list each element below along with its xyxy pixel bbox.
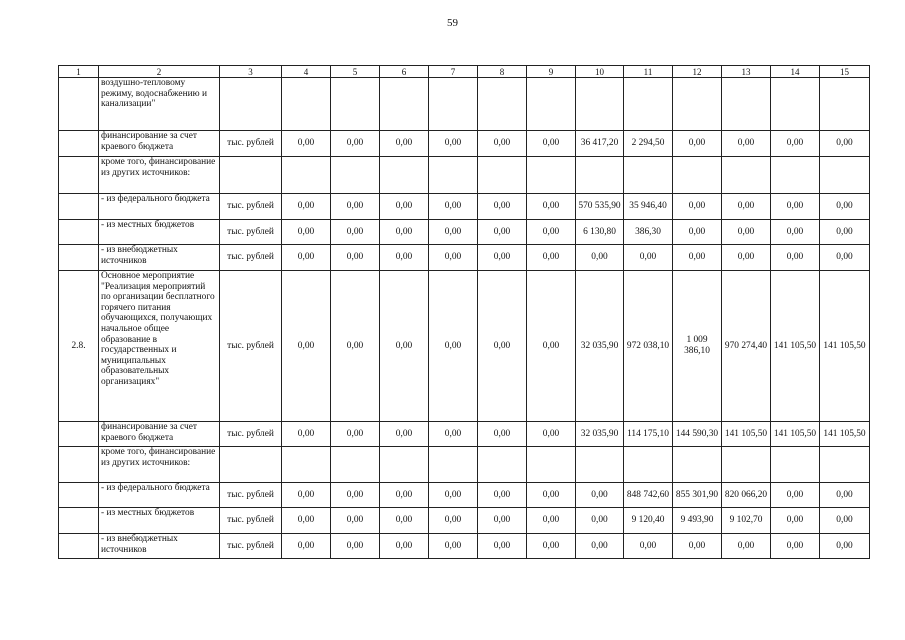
value-cell	[673, 447, 722, 483]
row-index	[59, 131, 99, 157]
value-cell: 0,00	[478, 508, 527, 534]
header-cell: 15	[820, 66, 870, 78]
value-cell	[478, 157, 527, 194]
value-cell: 0,00	[282, 271, 331, 422]
value-cell: 0,00	[282, 422, 331, 447]
value-cell	[331, 157, 380, 194]
table-row	[59, 271, 870, 422]
value-cell	[673, 78, 722, 131]
value-cell: 0,00	[429, 271, 478, 422]
table-row	[59, 131, 870, 157]
value-cell: 0,00	[380, 271, 429, 422]
row-index	[59, 78, 99, 131]
value-cell: 386,30	[624, 220, 673, 245]
header-cell: 13	[722, 66, 771, 78]
page-number: 59	[447, 17, 458, 29]
table-row	[59, 194, 870, 220]
value-cell: 32 035,90	[576, 271, 624, 422]
table-row	[59, 483, 870, 508]
value-cell: 0,00	[282, 534, 331, 559]
value-cell	[820, 157, 870, 194]
value-cell: 0,00	[527, 131, 576, 157]
value-cell: 0,00	[331, 483, 380, 508]
value-cell	[722, 447, 771, 483]
value-cell: 0,00	[576, 483, 624, 508]
row-name: - из местных бюджетов	[99, 508, 220, 534]
value-cell: 9 120,40	[624, 508, 673, 534]
value-cell: 9 102,70	[722, 508, 771, 534]
row-name: финансирование за счет краевого бюджета	[99, 422, 220, 447]
table-row	[59, 245, 870, 271]
table-row	[59, 447, 870, 483]
value-cell: 0,00	[527, 245, 576, 271]
value-cell: 0,00	[722, 534, 771, 559]
value-cell: 0,00	[478, 245, 527, 271]
value-cell: 0,00	[722, 245, 771, 271]
value-cell: 0,00	[380, 194, 429, 220]
row-index	[59, 508, 99, 534]
header-cell: 4	[282, 66, 331, 78]
value-cell	[380, 157, 429, 194]
value-cell	[771, 157, 820, 194]
value-cell: 0,00	[722, 131, 771, 157]
header-cell: 12	[673, 66, 722, 78]
value-cell: 0,00	[576, 245, 624, 271]
value-cell: 0,00	[331, 508, 380, 534]
value-cell: 0,00	[429, 508, 478, 534]
value-cell: 0,00	[820, 131, 870, 157]
value-cell	[282, 157, 331, 194]
header-cell: 14	[771, 66, 820, 78]
row-name: кроме того, финансирование из других источников:	[99, 447, 220, 483]
table-row	[59, 534, 870, 559]
value-cell	[331, 447, 380, 483]
value-cell	[722, 78, 771, 131]
value-cell: 0,00	[380, 220, 429, 245]
value-cell	[282, 78, 331, 131]
value-cell: 0,00	[527, 422, 576, 447]
value-cell: 32 035,90	[576, 422, 624, 447]
value-cell: 820 066,20	[722, 483, 771, 508]
value-cell: 0,00	[527, 220, 576, 245]
value-cell	[576, 157, 624, 194]
header-cell: 5	[331, 66, 380, 78]
row-unit: тыс. рублей	[220, 245, 282, 271]
value-cell: 0,00	[331, 271, 380, 422]
value-cell	[429, 447, 478, 483]
value-cell: 0,00	[478, 534, 527, 559]
value-cell: 0,00	[380, 483, 429, 508]
value-cell	[429, 78, 478, 131]
value-cell: 0,00	[429, 245, 478, 271]
value-cell: 0,00	[673, 194, 722, 220]
row-name: кроме того, финансирование из других источников:	[99, 157, 220, 194]
value-cell: 0,00	[771, 508, 820, 534]
value-cell: 972 038,10	[624, 271, 673, 422]
value-cell: 36 417,20	[576, 131, 624, 157]
header-cell: 8	[478, 66, 527, 78]
value-cell: 141 105,50	[820, 271, 870, 422]
table-row	[59, 78, 870, 131]
row-index	[59, 220, 99, 245]
table-row	[59, 508, 870, 534]
row-name: - из внебюджетных источников	[99, 245, 220, 271]
value-cell: 9 493,90	[673, 508, 722, 534]
row-index	[59, 194, 99, 220]
value-cell: 0,00	[478, 483, 527, 508]
header-cell: 9	[527, 66, 576, 78]
value-cell: 0,00	[331, 422, 380, 447]
value-cell: 0,00	[820, 245, 870, 271]
value-cell: 141 105,50	[771, 422, 820, 447]
value-cell: 0,00	[624, 245, 673, 271]
value-cell	[282, 447, 331, 483]
row-name: - из федерального бюджета	[99, 483, 220, 508]
row-index	[59, 534, 99, 559]
value-cell: 0,00	[429, 534, 478, 559]
row-unit: тыс. рублей	[220, 131, 282, 157]
value-cell	[624, 157, 673, 194]
value-cell	[527, 157, 576, 194]
row-unit: тыс. рублей	[220, 534, 282, 559]
value-cell: 0,00	[527, 194, 576, 220]
value-cell: 0,00	[771, 483, 820, 508]
value-cell	[820, 78, 870, 131]
value-cell: 0,00	[282, 131, 331, 157]
value-cell: 141 105,50	[771, 271, 820, 422]
value-cell: 0,00	[820, 220, 870, 245]
table-row	[59, 422, 870, 447]
budget-table	[58, 65, 870, 559]
value-cell	[429, 157, 478, 194]
value-cell: 0,00	[771, 534, 820, 559]
row-name: - из федерального бюджета	[99, 194, 220, 220]
row-index	[59, 157, 99, 194]
value-cell: 0,00	[771, 245, 820, 271]
value-cell: 855 301,90	[673, 483, 722, 508]
value-cell: 0,00	[331, 534, 380, 559]
value-cell: 0,00	[820, 534, 870, 559]
row-unit	[220, 447, 282, 483]
row-name: - из внебюджетных источников	[99, 534, 220, 559]
row-unit: тыс. рублей	[220, 220, 282, 245]
value-cell: 0,00	[429, 131, 478, 157]
value-cell: 0,00	[820, 508, 870, 534]
value-cell: 0,00	[478, 422, 527, 447]
value-cell: 0,00	[820, 483, 870, 508]
value-cell	[771, 78, 820, 131]
header-cell: 10	[576, 66, 624, 78]
value-cell: 0,00	[673, 131, 722, 157]
row-index	[59, 447, 99, 483]
value-cell: 0,00	[282, 483, 331, 508]
value-cell: 114 175,10	[624, 422, 673, 447]
value-cell: 0,00	[282, 508, 331, 534]
value-cell	[624, 78, 673, 131]
value-cell: 0,00	[331, 245, 380, 271]
row-unit: тыс. рублей	[220, 194, 282, 220]
row-unit: тыс. рублей	[220, 483, 282, 508]
value-cell: 970 274,40	[722, 271, 771, 422]
value-cell: 0,00	[380, 422, 429, 447]
value-cell: 0,00	[282, 245, 331, 271]
value-cell: 0,00	[380, 534, 429, 559]
row-unit: тыс. рублей	[220, 271, 282, 422]
value-cell	[380, 447, 429, 483]
value-cell: 0,00	[331, 220, 380, 245]
row-unit	[220, 157, 282, 194]
value-cell: 0,00	[429, 194, 478, 220]
value-cell	[527, 447, 576, 483]
value-cell: 0,00	[429, 422, 478, 447]
value-cell: 144 590,30	[673, 422, 722, 447]
row-name: финансирование за счет краевого бюджета	[99, 131, 220, 157]
value-cell: 1 009 386,10	[673, 271, 722, 422]
row-unit	[220, 78, 282, 131]
header-cell: 2	[99, 66, 220, 78]
row-index	[59, 422, 99, 447]
table-body	[59, 78, 870, 559]
value-cell	[380, 78, 429, 131]
value-cell: 0,00	[722, 194, 771, 220]
value-cell	[624, 447, 673, 483]
header-cell: 11	[624, 66, 673, 78]
row-index	[59, 245, 99, 271]
value-cell: 0,00	[429, 483, 478, 508]
value-cell: 0,00	[282, 220, 331, 245]
value-cell: 0,00	[380, 508, 429, 534]
row-name: - из местных бюджетов	[99, 220, 220, 245]
header-cell: 1	[59, 66, 99, 78]
value-cell: 0,00	[527, 271, 576, 422]
value-cell: 0,00	[527, 508, 576, 534]
value-cell: 0,00	[429, 220, 478, 245]
value-cell: 141 105,50	[820, 422, 870, 447]
table-row	[59, 220, 870, 245]
value-cell: 0,00	[478, 194, 527, 220]
value-cell: 0,00	[478, 271, 527, 422]
header-cell: 3	[220, 66, 282, 78]
value-cell: 570 535,90	[576, 194, 624, 220]
row-index: 2.8.	[59, 271, 99, 422]
value-cell	[771, 447, 820, 483]
value-cell: 35 946,40	[624, 194, 673, 220]
value-cell: 6 130,80	[576, 220, 624, 245]
header-cell: 6	[380, 66, 429, 78]
value-cell: 0,00	[331, 194, 380, 220]
value-cell: 2 294,50	[624, 131, 673, 157]
value-cell: 0,00	[380, 245, 429, 271]
value-cell: 0,00	[331, 131, 380, 157]
value-cell	[576, 78, 624, 131]
row-index	[59, 483, 99, 508]
value-cell	[478, 447, 527, 483]
row-name: воздушно-тепловому режиму, водоснабжению и канализации"	[99, 78, 220, 131]
value-cell	[331, 78, 380, 131]
value-cell: 0,00	[576, 508, 624, 534]
value-cell: 0,00	[771, 194, 820, 220]
value-cell	[820, 447, 870, 483]
header-cell: 7	[429, 66, 478, 78]
value-cell: 0,00	[673, 534, 722, 559]
value-cell	[673, 157, 722, 194]
value-cell: 141 105,50	[722, 422, 771, 447]
value-cell: 0,00	[771, 131, 820, 157]
value-cell: 0,00	[673, 220, 722, 245]
value-cell: 0,00	[820, 194, 870, 220]
value-cell: 0,00	[771, 220, 820, 245]
value-cell: 0,00	[478, 220, 527, 245]
row-unit: тыс. рублей	[220, 422, 282, 447]
value-cell: 0,00	[527, 483, 576, 508]
header-row	[59, 66, 870, 78]
value-cell: 0,00	[722, 220, 771, 245]
value-cell: 0,00	[673, 245, 722, 271]
value-cell: 0,00	[624, 534, 673, 559]
value-cell: 848 742,60	[624, 483, 673, 508]
value-cell: 0,00	[527, 534, 576, 559]
row-name: Основное мероприятие "Реализация мероприятий по организации бесплатного горячего питания обучающихся, получающих начальное общее образование в государственных и муниципальных образовательных организациях"	[99, 271, 220, 422]
value-cell: 0,00	[576, 534, 624, 559]
table-row	[59, 157, 870, 194]
value-cell: 0,00	[380, 131, 429, 157]
value-cell	[478, 78, 527, 131]
value-cell	[527, 78, 576, 131]
value-cell: 0,00	[282, 194, 331, 220]
value-cell	[722, 157, 771, 194]
value-cell: 0,00	[478, 131, 527, 157]
row-unit: тыс. рублей	[220, 508, 282, 534]
value-cell	[576, 447, 624, 483]
